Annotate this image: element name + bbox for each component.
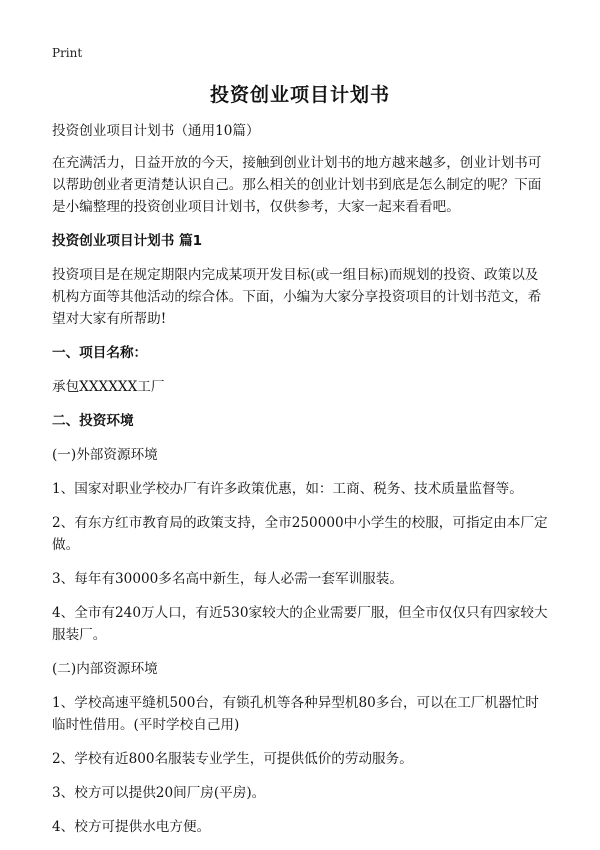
- external-item-2: 2、有东方红市教育局的政策支持，全市250000中小学生的校服，可指定由本厂定做。: [52, 515, 548, 553]
- intro-paragraph: 在充满活力，日益开放的今天，接触到创业计划书的地方越来越多，创业计划书可以帮助创业者更清楚认识自己。那么相关的创业计划书到底是怎么制定的呢？下面是小编整理的投资创业项目计划书，仅供参考，大家一起来看看吧。: [52, 155, 542, 215]
- section-intro-paragraph: 投资项目是在规定期限内完成某项开发目标(或一组目标)而规划的投资、政策以及机构方面等其他活动的综合体。下面，小编为大家分享投资项目的计划书范文，希望对大家有所帮助!: [52, 267, 542, 327]
- heading-investment-environment: 二、投资环境: [52, 413, 134, 429]
- section-title: 投资创业项目计划书 篇1: [52, 233, 203, 249]
- external-resources-title: (一)外部资源环境: [52, 447, 158, 463]
- print-label: Print: [52, 46, 83, 60]
- document-subtitle: 投资创业项目计划书（通用10篇）: [52, 123, 260, 139]
- project-name-text: 承包XXXXXX工厂: [52, 379, 165, 395]
- external-item-4: 4、全市有240万人口，有近530家较大的企业需要厂服，但全市仅仅只有四家较大服装厂。: [52, 605, 548, 643]
- external-item-3: 3、每年有30000多名高中新生，每人必需一套军训服装。: [52, 571, 403, 587]
- internal-item-4: 4、校方可提供水电方便。: [52, 819, 211, 835]
- internal-item-2: 2、学校有近800名服装专业学生，可提供低价的劳动服务。: [52, 751, 413, 767]
- internal-item-3: 3、校方可以提供20间厂房(平房)。: [52, 785, 266, 801]
- internal-resources-title: (二)内部资源环境: [52, 661, 158, 677]
- document-body: [52, 120, 548, 850]
- document-title: 投资创业项目计划书: [209, 84, 390, 106]
- internal-item-1: 1、学校高速平缝机500台，有锁孔机等各种异型机80多台，可以在工厂机器忙时临时性借用。(平时学校自己用): [52, 695, 539, 733]
- heading-project-name: 一、项目名称：: [52, 345, 148, 361]
- external-item-1: 1、国家对职业学校办厂有许多政策优惠，如：工商、税务、技术质量监督等。: [52, 481, 523, 497]
